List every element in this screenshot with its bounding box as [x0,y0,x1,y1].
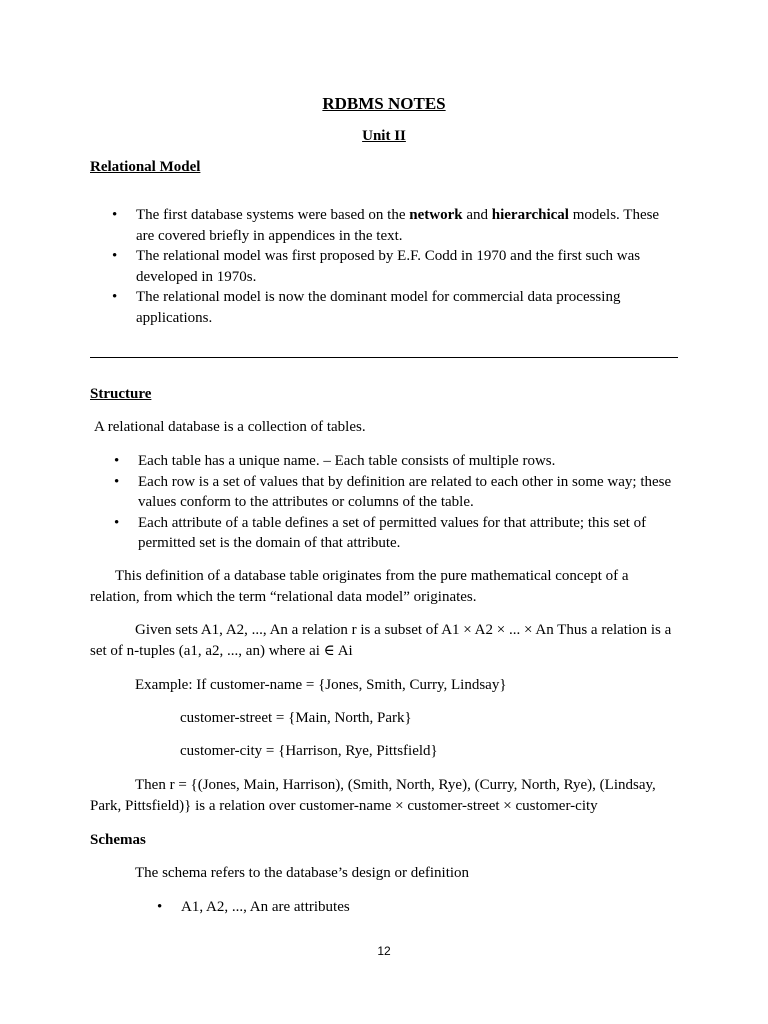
relational-model-heading: Relational Model [90,159,201,175]
schemas-heading: Schemas [90,832,146,848]
example-line: customer-street = {Main, North, Park} [180,710,412,726]
example-line: customer-city = {Harrison, Rye, Pittsfield} [180,743,438,759]
structure-intro: A relational database is a collection of tables. [94,419,366,435]
structure-list [90,451,680,554]
relation-paragraph: Given sets A1, A2, ..., An a relation r is a subset of A1 × A2 × ... × An Thus a relation is a set of n-tuples (a1, a2, ..., an) where ai ∈ Ai [90,622,672,659]
list-item: • Each table has a unique name. – Each table consists of multiple rows. [90,451,680,472]
example-line: Example: If customer-name = {Jones, Smith, Curry, Lindsay} [135,677,507,693]
relation-example-paragraph: Then r = {(Jones, Main, Harrison), (Smith, North, Rye), (Curry, North, Rye), (Lindsay, Park, Pittsfield)} is a relation over customer-name × customer-street × customer-city [90,777,656,814]
bold-term-network: network [409,207,463,223]
relational-model-list [90,205,680,328]
schemas-list [135,897,680,918]
document-title: RDBMS NOTES [322,94,446,113]
section-divider [90,357,678,358]
list-item: • A1, A2, ..., An are attributes [135,897,680,918]
definition-paragraph: This definition of a database table originates from the pure mathematical concept of a relation, from which the term “relational data model” originates. [90,568,629,605]
schemas-intro: The schema refers to the database’s design or definition [135,865,470,881]
list-item: • The relational model is now the dominant model for commercial data processing applications. [90,287,680,328]
unit-heading: Unit II [362,128,406,144]
list-item: • The first database systems were based on the network and hierarchical models. These are covered briefly in appendices in the text. [90,205,680,246]
page-number: 12 [377,944,391,958]
list-item: • Each attribute of a table defines a set of permitted values for that attribute; this set of permitted set is the domain of that attribute. [90,513,680,554]
list-item: • The relational model was first proposed by E.F. Codd in 1970 and the first such was developed in 1970s. [90,246,680,287]
structure-heading: Structure [90,386,152,402]
bold-term-hierarchical: hierarchical [491,207,569,223]
list-item: • Each row is a set of values that by definition are related to each other in some way; these values conform to the attributes or columns of the table. [90,472,680,513]
